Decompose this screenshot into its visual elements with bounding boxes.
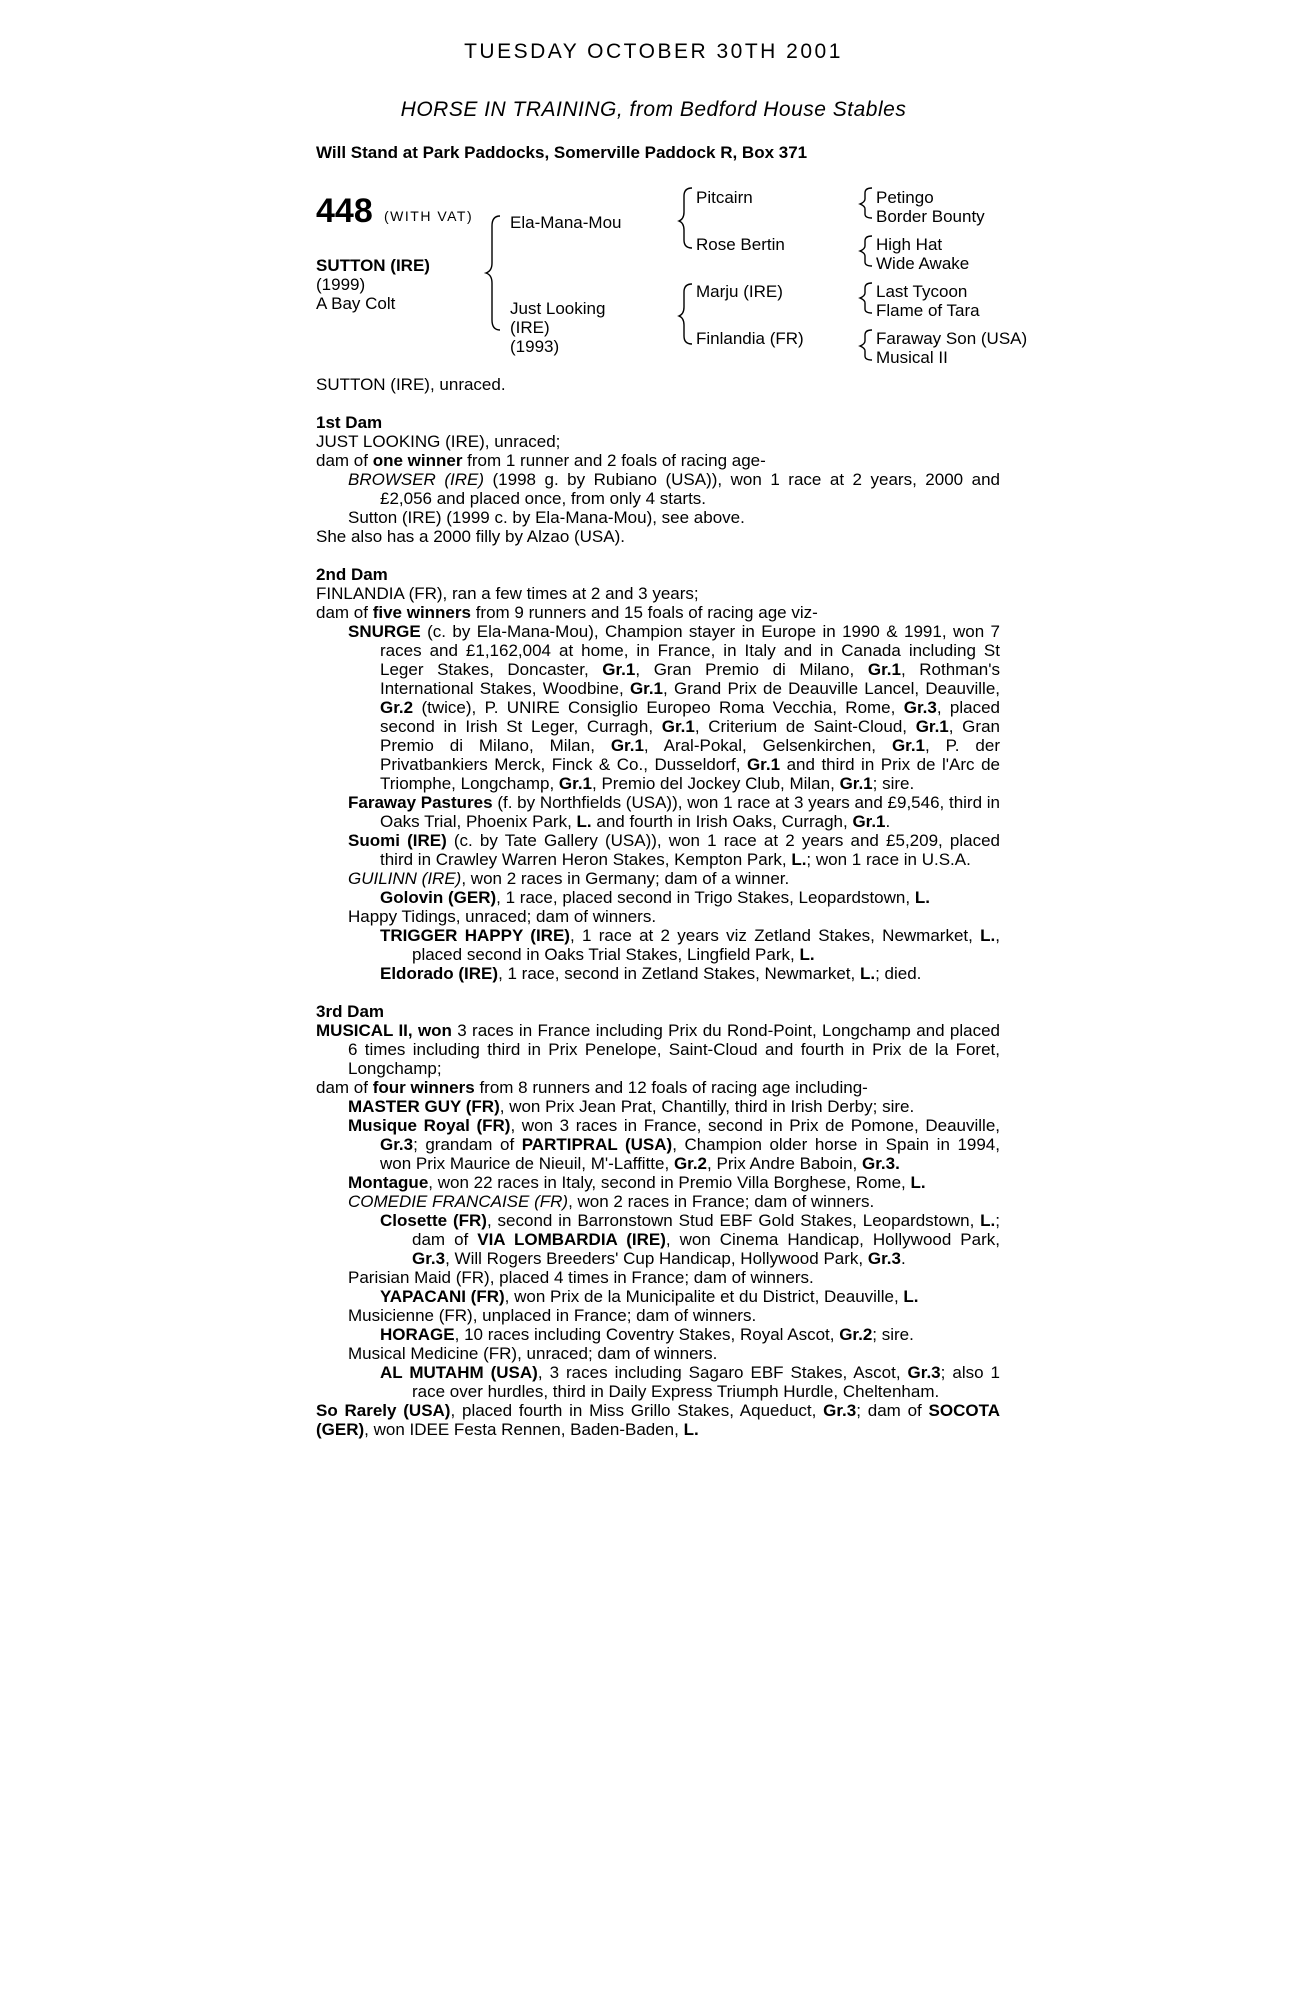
sale-date: TUESDAY OCTOBER 30TH 2001 (464, 40, 843, 63)
third-dam-produce: dam of four winners from 8 runners and 12 foals of racing age including- (316, 1078, 868, 1097)
produce-horage: HORAGE, 10 races including Coventry Stakes, Royal Ascot, Gr.2; sire. (380, 1325, 914, 1344)
ds-dam: Flame of Tara (876, 301, 980, 320)
produce-parisian-maid: Parisian Maid (FR), placed 4 times in France; dam of winners. (348, 1268, 814, 1287)
produce-sutton: Sutton (IRE) (1999 c. by Ela-Mana-Mou), see above. (348, 508, 745, 527)
ss-dam: Border Bounty (876, 207, 985, 226)
sire-sire: Pitcairn (696, 188, 753, 207)
produce-montague: Montague, won 22 races in Italy, second in Premio Villa Borghese, Rome, L. (348, 1173, 926, 1192)
first-dam-heading: 1st Dam (316, 413, 383, 432)
third-dam-heading: 3rd Dam (316, 1002, 385, 1021)
produce-faraway: Faraway Pastures (f. by Northfields (USA)), won 1 race at 3 years and £9,546, third in Oaks Trial, Phoenix Park, L. and fourth in Irish Oaks, Curragh, Gr.1. (348, 793, 1000, 831)
lot-number: 448 (316, 192, 373, 230)
pedigree-braces (0, 0, 1307, 400)
produce-closette: Closette (FR), second in Barronstown Stud EBF Gold Stakes, Leopardstown, L.; dam of VIA LOMBARDIA (IRE), won Cinema Handicap, Hollywood Park, Gr.3, Will Rogers Breeders' Cup Handicap, Hollywood Park, Gr.3. (380, 1211, 1001, 1268)
ds-sire: Last Tycoon (876, 282, 968, 301)
second-dam-line: FINLANDIA (FR), ran a few times at 2 and 3 years; (316, 584, 699, 603)
produce-master-guy: MASTER GUY (FR), won Prix Jean Prat, Chantilly, third in Irish Derby; sire. (348, 1097, 915, 1116)
produce-filly: She also has a 2000 filly by Alzao (USA). (316, 527, 625, 546)
produce-musicienne: Musicienne (FR), unplaced in France; dam of winners. (348, 1306, 757, 1325)
produce-musique-royal: Musique Royal (FR), won 3 races in France, second in Prix de Pomone, Deauville, Gr.3; grandam of PARTIPRAL (USA), Champion older horse in Spain in 1994, won Prix Maurice de Nieuil, M'-Laffitte, Gr.2, Prix Andre Baboin, Gr.3. (348, 1116, 1000, 1173)
first-dam-produce: dam of one winner from 1 runner and 2 foals of racing age- (316, 451, 766, 470)
lot-summary: SUTTON (IRE), unraced. (316, 375, 506, 394)
horse-name: SUTTON (IRE) (316, 256, 430, 275)
produce-yapacani: YAPACANI (FR), won Prix de la Municipalite et du District, Deauville, L. (380, 1287, 919, 1306)
second-dam-heading: 2nd Dam (316, 565, 388, 584)
first-dam-line: JUST LOOKING (IRE), unraced; (316, 432, 561, 451)
dd-sire: Faraway Son (USA) (876, 329, 1028, 348)
produce-snurge: SNURGE (c. by Ela-Mana-Mou), Champion stayer in Europe in 1990 & 1991, won 7 races and £1,162,004 at home, in France, in Italy and in Canada including St Leger Stakes, Doncaster, Gr.1, Gran Premio di Milano, Gr.1, Rothman's International Stakes, Woodbine, Gr.1, Grand Prix de Deauville Lancel, Deauville, Gr.2 (twice), P. UNIRE Consiglio Europeo Roma Vecchia, Rome, Gr.3, placed second in Irish St Leger, Curragh, Gr.1, Criterium de Saint-Cloud, Gr.1, Gran Premio di Milano, Milan, Gr.1, Aral-Pokal, Gelsenkirchen, Gr.1, P. der Privatbankiers Merck, Finck & Co., Dusseldorf, Gr.1 and third in Prix de l'Arc de Triomphe, Longchamp, Gr.1, Premio del Jockey Club, Milan, Gr.1; sire. (348, 622, 1000, 793)
third-dam-section (316, 1002, 1000, 1439)
produce-trigger-happy: TRIGGER HAPPY (IRE), 1 race at 2 years viz Zetland Stakes, Newmarket, L., placed second in Oaks Trial Stakes, Lingfield Park, L. (380, 926, 1000, 964)
horse-year: (1999) (316, 275, 366, 294)
first-dam-section (316, 413, 1000, 546)
horse-description: A Bay Colt (316, 294, 396, 313)
produce-so-rarely: So Rarely (USA), placed fourth in Miss Grillo Stakes, Aqueduct, Gr.3; dam of SOCOTA (GER), won IDEE Festa Rennen, Baden-Baden, L. (316, 1401, 1001, 1439)
produce-guilinn: GUILINN (IRE), won 2 races in Germany; dam of a winner. (348, 869, 790, 888)
dam-line-1: Just Looking (510, 299, 606, 318)
vat-note: (WITH VAT) (384, 208, 474, 224)
sale-subtitle: HORSE IN TRAINING, from Bedford House Stables (400, 98, 907, 121)
dam-sire: Marju (IRE) (696, 282, 783, 301)
produce-al-mutahm: AL MUTAHM (USA), 3 races including Sagaro EBF Stakes, Ascot, Gr.3; also 1 race over hurdles, third in Daily Express Triumph Hurdle, Cheltenham. (380, 1363, 1000, 1401)
second-dam-section (316, 565, 1000, 983)
produce-happy-tidings: Happy Tidings, unraced; dam of winners. (348, 907, 657, 926)
sire: Ela-Mana-Mou (510, 213, 622, 232)
dam-dam: Finlandia (FR) (696, 329, 804, 348)
ss-sire: Petingo (876, 188, 934, 207)
produce-browser: BROWSER (IRE) (1998 g. by Rubiano (USA)), won 1 race at 2 years, 2000 and £2,056 and placed once, from only 4 starts. (348, 470, 1000, 508)
produce-suomi: Suomi (IRE) (c. by Tate Gallery (USA)), won 1 race at 2 years and £5,209, placed third in Crawley Warren Heron Stakes, Kempton Park, L.; won 1 race in U.S.A. (348, 831, 1000, 869)
produce-golovin: Golovin (GER), 1 race, placed second in Trigo Stakes, Leopardstown, L. (380, 888, 930, 907)
dam-line-2: (IRE) (510, 318, 550, 337)
sire-dam: Rose Bertin (696, 235, 785, 254)
produce-musical-medicine: Musical Medicine (FR), unraced; dam of winners. (348, 1344, 718, 1363)
third-dam-line: MUSICAL II, won 3 races in France including Prix du Rond-Point, Longchamp and placed 6 times including third in Prix Penelope, Saint-Cloud and fourth in Prix de la Foret, Longchamp; (316, 1021, 1000, 1078)
dd-dam: Musical II (876, 348, 948, 367)
second-dam-produce: dam of five winners from 9 runners and 15 foals of racing age viz- (316, 603, 818, 622)
sd-dam: Wide Awake (876, 254, 970, 273)
stand-location: Will Stand at Park Paddocks, Somerville Paddock R, Box 371 (316, 143, 808, 162)
produce-eldorado: Eldorado (IRE), 1 race, second in Zetland Stakes, Newmarket, L.; died. (380, 964, 922, 983)
produce-comedie-francaise: COMEDIE FRANCAISE (FR), won 2 races in France; dam of winners. (348, 1192, 875, 1211)
dam-line-3: (1993) (510, 337, 560, 356)
sd-sire: High Hat (876, 235, 943, 254)
